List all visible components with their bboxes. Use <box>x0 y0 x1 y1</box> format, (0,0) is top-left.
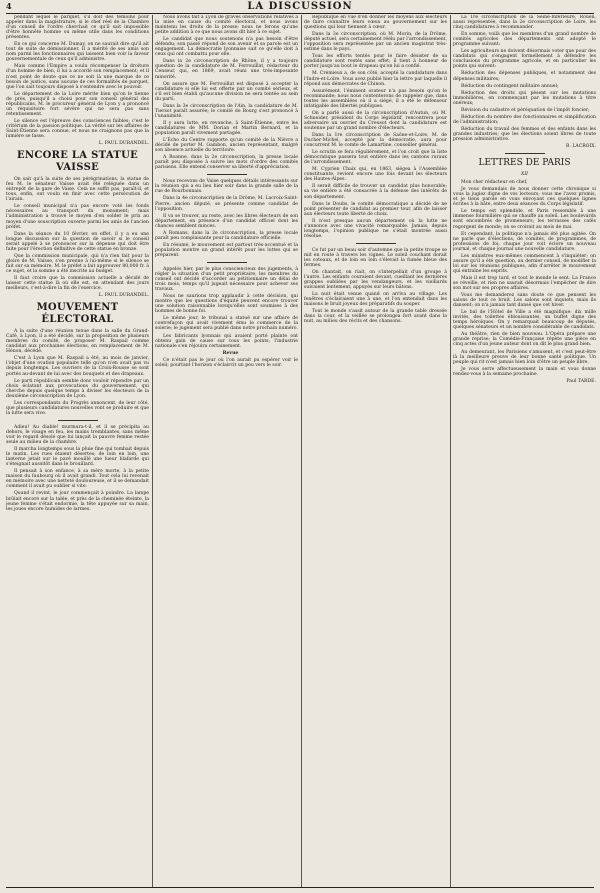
paragraph: Il y aura lutte, en revanche, à Saint-Étienne, entre les candidatures de MM. Dorian et Martin Bernard, et la population paraît vivement partagée. <box>155 120 298 136</box>
masthead <box>0 0 600 14</box>
letter-number: XII <box>521 172 528 178</box>
bottom-rule <box>6 887 594 888</box>
paragraph: Les ministres eux-mêmes commencent à s'inquiéter; on assure qu'il a été question, au dernier conseil, de modifier la loi sur les réunions publiques, afin d'arrêter le mouvement qui entraîne les esprits. <box>453 253 596 274</box>
col2-court-paragraphs <box>155 267 298 349</box>
paragraph: M. Cyprien Chaix qui, en 1863, siégea à l'Assemblée constituante, revient encore une fois devant les électeurs des Hautes-Alpes. <box>304 167 447 183</box>
paragraph: Il va se trouver, au reste, avec les libres électeurs de son département, en présence d'un candidat officiel dont les chances semblent minces. <box>155 213 298 229</box>
section-divider <box>505 153 545 154</box>
column-3 <box>304 15 447 887</box>
paragraph: Nous ne saurions trop applaudir à cette décision, qui montre que les questions d'équité peuvent encore trouver une solution raisonnable lorsqu'elles sont soumises à des hommes de bonne foi. <box>155 294 298 315</box>
paragraph: Le candidat que nous soutenons n'a pas besoin d'être défendu; son passé répond de son avenir et sa parole est un engagement. La démocratie lyonnaise sait ce qu'elle doit à ceux qui ont combattu pour elle. <box>155 37 298 58</box>
column-divider <box>152 15 153 887</box>
paragraph: Dans la 1re circonscription de Saône-et-Loire, M. de Ducher-Michel, accepté par la démocratie, aura pour concurrent M. le comte de Lamartine, conseiller général. <box>304 132 447 149</box>
paragraph: Réduction du nombre des fonctionnaires et simplification de l'administration; <box>453 114 596 125</box>
paragraph: Il pensait à son enfance, à sa mère morte, à la petite maison du faubourg où il avait grandi. Tout cela lui revenait en mémoire avec une netteté douloureuse, et il se demandait comment il avait pu oublier si vite. <box>6 469 149 490</box>
paragraph: Nous avons fait à Lyon de graves observations relatives à la mise en cause du comité électoral, et nous avons maintenu les droits de la presse; nous ne ferons qu'une petite addition à ce que nous avons dit hier à ce sujet. <box>155 15 298 36</box>
masthead-title: LA DISCUSSION <box>247 1 353 12</box>
paragraph: Au demeurant, les Parisiens s'amusent, et c'est peut-être là la meilleure preuve de leur bonne santé politique. Un peuple qui rit n'est jamais bien loin d'être un peuple libre. <box>453 349 596 365</box>
electoral-paragraphs <box>6 329 149 416</box>
paragraph: Ce fut par un beau soir d'automne que la petite troupe se mit en route à travers les vignes. Le soleil couchant dorait les coteaux, et de loin en loin s'élevait la fumée bleue des fermes. <box>304 247 447 269</box>
paragraph: Le conseil municipal n'a pas encore voté les fonds nécessaires au transport du monument; mais l'administration a trouvé le moyen d'en solder le prix au moyen d'une souscription ouverte parmi les amis de l'ancien préfet. <box>6 204 149 230</box>
column-divider <box>301 15 302 887</box>
paragraph: Réduction des dépenses publiques, et notamment des dépenses militaires; <box>453 71 596 82</box>
paragraph: Il serait difficile de trouver un candidat plus honorable; sa vie entière a été consacrée à la défense des intérêts de son département. <box>304 184 447 200</box>
paragraph: Révision du cadastre et péréquation de l'impôt foncier; <box>461 107 590 113</box>
paragraph: Dans la 4e circonscription de la Drôme, M. Lacroix-Saint-Pierre, ancien député, se présente comme candidat de l'opposition. <box>155 196 298 212</box>
section-divider <box>58 420 98 421</box>
col4-program-paragraphs <box>453 15 596 142</box>
letter-signature: Paul TARDE. <box>566 378 596 384</box>
paragraph: Je vous demandais de nous donner cette chronique si vous la jugiez digne de vos lecteurs; vous me l'avez promis, et je tiens parole en vous envoyant ces quelques lignes écrites à la hâte, entre deux séances du Corps législatif. <box>453 187 596 208</box>
masthead-rule <box>6 13 594 14</box>
paragraph: Il faut croire que la commission actuelle a décidé de laisser cette statue là où elle est, en attendant des jours meilleurs, c'est-à-dire la fin de l'exercice. <box>6 275 149 292</box>
section-divider <box>356 243 396 244</box>
section-divider <box>207 262 247 263</box>
paragraph: Les fabricants lyonnais qui avaient porté plainte ont obtenu gain de cause sur tous les points; l'industrie nationale s'en réjouira certainement. <box>155 333 298 349</box>
page-number: 4 <box>6 1 13 11</box>
headline-lettres-de-paris: LETTRES DE PARIS <box>478 158 571 169</box>
paragraph: En ce qui concerne M. Dumay, on ne saurait dire qu'il ait tout de suite de démissionner. Il a mérité de ses amis son nom parmi les fonctionnaires qui laissent bien voir la faveur gouvernementale de ceux qu'il administre. <box>6 42 149 63</box>
paragraph: Dans la séance du 10 février, en effet, il y a eu une longue discussion sur la question de savoir si le conseil serait appelé à se prononcer sur la dépense qui doit être faite pour l'érection définitive de cette statue en bronze. <box>6 231 149 252</box>
paragraph: Réduction du contingent militaire annuel; <box>461 83 559 89</box>
letter-salutation: Mon cher rédacteur en chef, <box>461 180 528 186</box>
paragraph: Dans la 3e circonscription de l'Ain, la candidature de M. Tiersot paraît assurée; le comité de Bourg s'est prononcé à l'unanimité. <box>155 103 298 119</box>
paragraph: Quand il revint, le jour commençait à poindre. La lampe brûlait encore sur la table, et près de la cheminée éteinte, la jeune femme s'était endormie, la tête appuyée sur sa main, les joues encore humides de larmes. <box>6 491 149 512</box>
col2-electoral-paragraphs <box>155 15 298 170</box>
paragraph: Le silence est l'épreuve des consciences faibles; c'est le critérium de la passion politique. La vérité sur les affaires de Saint-Étienne sera connue, et nous ne craignons pas que la lumière se fasse. <box>6 118 149 140</box>
headline-mouvement-electoral: MOUVEMENT ÉLECTORAL <box>36 302 119 326</box>
paragraph: Le parti républicain semble donc vouloir répondre par un choix éclatant aux provocations du gouvernement, qui cherche depuis quelque temps à diviser les électeurs de la deuxième circonscription de Lyon. <box>6 378 149 399</box>
col3-electoral-paragraphs <box>304 15 447 239</box>
feuilleton-paragraphs <box>6 425 149 512</box>
paragraph: Les agriculteurs ne doivent désormais voter que pour des candidats qui s'engagent formellement à défendre les conclusions du programme agricole, et en particulier les points qui suivent: <box>453 49 596 70</box>
paragraph: Mais il est trop tard, et tout le monde le sent. La France se réveille, et rien ne saurait désormais l'empêcher de dire son mot sur ses propres affaires. <box>453 275 596 292</box>
paragraph: L'Écho du Centre rapporte qu'un comité de la Nièvre a décidé de porter M. Gambon, ancien représentant, malgré son absence actuelle du territoire. <box>155 138 298 154</box>
paragraph: Il n'est presque aucun département où la lutte ne s'annonce avec une vivacité remarquable. Jamais, depuis longtemps, l'opinion publique ne s'était montrée aussi résolue. <box>304 218 447 239</box>
intro-paragraphs <box>6 15 149 139</box>
paragraph: Il marcha longtemps sous la pluie fine qui tombait depuis le matin. Les rues étaient désertes; de loin en loin, une lanterne jetait sur le pavé mouillé une lueur blafarde qui s'éteignait aussitôt dans le brouillard. <box>6 447 149 468</box>
paragraph: Le temps est splendide, et Paris ressemble à une immense fourmilière qui se chauffe au soleil. Les boulevards sont encombrés de promeneurs; les terrasses des cafés regorgent de monde; on se croirait au mois de mai. <box>453 209 596 230</box>
col2-vaise-paragraphs <box>155 179 298 258</box>
paragraph: La nuit était venue quand on arriva au village. Les fenêtres s'éclairaient une à une, et l'on entendait dans les maisons le bruit joyeux des préparatifs du souper. <box>304 292 447 308</box>
col3-feuilleton-paragraphs <box>304 248 447 325</box>
paragraph: Le département de la Loire mérite bien qu'on le tienne de près, puisqu'il a choisi pour son conseil général des républicains, M. le procureur général de Lyon y a prononcé un réquisitoire fort sévère qui ne sera pas sans retentissement. <box>6 91 149 117</box>
paragraph: A Roanne, dans la 2e circonscription, la presse locale paraît peu disposée à suivre les mots d'ordre des comités parisiens. Elle entend conserver sa liberté d'appréciation. <box>155 155 298 171</box>
paragraph: Que la commission municipale, qui n'a rien fait pour la gloire de M. Vaïsse, s'en prenne à lui-même si le silence se fait sur sa mémoire. M. le préfet a fait approuver 80,000 fr. à ce sujet, et la somme a été inscrite au budget. <box>6 253 149 274</box>
statue-paragraphs <box>6 177 149 291</box>
paragraph: Réduction du travail des femmes et des enfants dans les grandes industries; que les élections soient libres de toute pression administrative. <box>453 126 596 142</box>
paragraph: On assure que M. Ferrouillat est disposé à accepter la candidature si elle lui est offerte par un comité sérieux, et s'il est bien établi qu'aucune division ne sera tentée au sein du parti. <box>155 81 298 102</box>
paragraph: Le même jour, le tribunal a statué sur une affaire de contrefaçon qui avait vivement ému le commerce de la soierie; le jugement sera publié dans notre prochain numéro. <box>155 316 298 332</box>
column-1 <box>6 15 149 887</box>
paragraph: Au théâtre, rien de bien nouveau. L'Opéra prépare une grande reprise; la Comédie-Française répète une pièce en cinq actes d'un jeune auteur dont on dit le plus grand bien. <box>453 332 596 348</box>
paragraph: Je vous serre affectueusement la main et vous donne rendez-vous à la semaine prochaine. <box>453 366 596 377</box>
paragraph: Mais comme l'Empire a voulu récompenser la droiture d'un homme de bien, il lui a accordé son remplacement; et il n'est point de doute que ce ne soit là une marque de ce besoin de justice, sans aucune de ces formalités de parquet, que l'on sait toujours disposé à s'entendre avec le pouvoir. <box>6 64 149 90</box>
paragraph: On sait qu'à la suite de ses pérégrinations, la statue de feu M. le sénateur Vaïsse avait été reléguée dans un entrepôt de la gare de Vaise. Cela ne suffit pas, paraît-il, et tous, enfin, ont voulu en finir avec cette persécution de l'airain. <box>6 177 149 203</box>
paragraph: Réduction des droits qui pèsent sur les mutations immobilières, en commençant par les mutations à titre onéreux; <box>453 90 596 106</box>
paragraph: Nous recevons de Vaise quelques détails intéressants sur la réunion qui a eu lieu hier soir dans la grande salle de la rue de Bourbonnais. <box>155 179 298 195</box>
paragraph: En somme, voilà que les membres d'un grand nombre de comités agricoles des départements ont adopté le programme suivant: <box>453 32 596 48</box>
paragraph: A Romans, dans la 2e circonscription, la presse locale paraît peu complaisante pour la candidature officielle. <box>155 230 298 241</box>
paragraph: Adieu! Au diable! murmura-t-il, et il se précipita au dehors, le visage en feu, les mains tremblantes, sans même voir le regard désolé que lui lançait la pauvre femme restée seule au milieu de la chambre. <box>6 424 149 446</box>
paragraph: Vous me demanderez sans doute ce que pensent les salons de tout ce bruit. Les salons sont inquiets, mais ils dansent; on n'a jamais tant dansé que cet hiver. <box>453 293 596 309</box>
intro-signature: L. PAUL DURANDEL. <box>98 141 149 147</box>
paragraph: La 1re circonscription de la Seine-Inférieure, Rouen, aussi représentée, dans la 2e circonscription de Loire, les cinq candidatures à recommander. <box>453 15 596 31</box>
paragraph: On chantait, on riait, on s'interpellait d'un groupe à l'autre. Les enfants couraient devant, cueillant les dernières grappes oubliées par les vendangeurs, et les vieillards suivaient lentement, appuyés sur leurs bâtons. <box>304 270 447 291</box>
statue-signature: L. PAUL DURANDEL. <box>98 293 149 299</box>
paragraph: République en vue d'en donner les moyens aux électeurs de faire connaître leurs vœux au gouvernement sur les questions qui leur tiennent à cœur. <box>304 15 447 31</box>
paragraph: Dans la 2e circonscription de Rhône, il y a toujours question de la candidature de M. Ferrouillat, rédacteur du Censeur, qui, en 1869, avait réuni une très-imposante minorité. <box>155 59 298 80</box>
paragraph: On a parlé aussi de la circonscription d'Autun, où M. Schneider, président du Corps législatif, rencontrera pour adversaire un ouvrier du Creusot dont la candidature est soutenue par un grand nombre d'électeurs. <box>304 110 447 131</box>
paragraph: Tout le monde s'assit autour de la grande table dressée dans la cour, et la veillée se prolongea fort avant dans la nuit, au milieu des récits et des chansons. <box>304 309 447 325</box>
paragraph: A la suite d'une réunion tenue dans la salle du Grand-Café, à Lyon, il a été décidé, sur la proposition de plusieurs membres du comité, de proposer M. Raspail comme candidat aux prochaines élections, en remplacement de M. Hénon, décédé. <box>6 329 149 355</box>
paragraph: Dans le Doubs, le comité démocratique a décidé de ne point présenter de candidat au premier tour, afin de laisser aux électeurs toute liberté de choix. <box>304 201 447 217</box>
column-2 <box>155 15 298 887</box>
paragraph: pendant lequel le parquet, s'il doit des témoins pour appeler dans la magistrature, si le chef réel de la Chambre d'un conseil de l'ordre cherchait ce qu'il sait impossible d'être honnête homme ou même utile dans les conditions présentes. <box>6 15 149 41</box>
paragraph: Les correspondants du Progrès annoncent, de leur côté, que plusieurs candidatures nouvelles vont se produire et que la lutte sera vive. <box>6 400 149 416</box>
paragraph: En résumé, le mouvement est partout très-accentué et la population montre un grand intérêt pour les luttes qui se préparent. <box>155 242 298 258</box>
paragraph: Ce n'était pas le jour où l'on aurait pu espérer voir le soleil; pourtant l'horizon s'éclaircit un peu vers le soir. <box>155 357 298 368</box>
headline-statue-vaisse: ENCORE LA STATUE VAISSE <box>16 150 139 174</box>
col2-closing-paragraphs <box>155 358 298 368</box>
column-4 <box>453 15 596 887</box>
paragraph: Le bal de l'Hôtel de Ville a été magnifique: dix mille invités, des toilettes éblouissantes, un buffet digne des temps héroïques. On y remarquait beaucoup de députés, quelques sénateurs et un nombre considérable de candidats. <box>453 310 596 331</box>
paragraph: M. Crémieux a, de son côté, accepté la candidature dans l'Indre-et-Loire. Vous avez publié hier la lettre par laquelle il répond aux démocrates de Chinon. <box>304 71 447 87</box>
section-divider <box>207 174 247 175</box>
paragraph: Dans la 3e circonscription, où M. Morin, de la Drôme, député actuel, sera certainement réélu par l'arrondissement, l'opposition sera représentée par un ancien magistrat très-estimé dans le pays. <box>304 32 447 53</box>
paragraph: Assurément, l'éminent orateur n'a pas besoin qu'on le recommande; nous nous contenterons de rappeler que, dans toutes les assemblées où il a siégé, il a été le défenseur infatigable des libertés publiques. <box>304 88 447 109</box>
column-divider <box>450 15 451 887</box>
letter-paragraphs <box>453 187 596 377</box>
paragraph: Et cependant, la politique n'a jamais été plus agitée. On ne parle que d'élections, de comités, de programmes, de professions de foi; chaque jour voit éclore un nouveau journal, et chaque journal une nouvelle candidature. <box>453 231 596 252</box>
col2-caption: Revue <box>222 350 239 356</box>
program-signature: B. LACROIX. <box>566 144 596 150</box>
paragraph: C'est à Lyon que M. Raspail a été, au mois de janvier, l'objet d'une ovation populaire telle qu'on n'en avait pas vu depuis longtemps. Les ouvriers de la Croix-Rousse se sont portés au-devant de lui avec des bouquets et des drapeaux. <box>6 356 149 377</box>
paragraph: Le scrutin se fera régulièrement, et l'on croit que la liste démocratique passera tout entière dans les cantons ruraux de l'arrondissement. <box>304 150 447 166</box>
paragraph: Appelés hier, par le plus consciencieux des jugements, à régler la situation d'un petit propriétaire, les membres du conseil ont décidé d'accorder au pétitionnaire un délai de trois mois, temps qu'il jugeait nécessaire pour achever ses travaux. <box>155 266 298 293</box>
paragraph: Tous les efforts tentés pour le faire désister de sa candidature sont restés sans effet; il tient à honneur de porter jusqu'au bout le drapeau qu'on lui a confié. <box>304 54 447 70</box>
